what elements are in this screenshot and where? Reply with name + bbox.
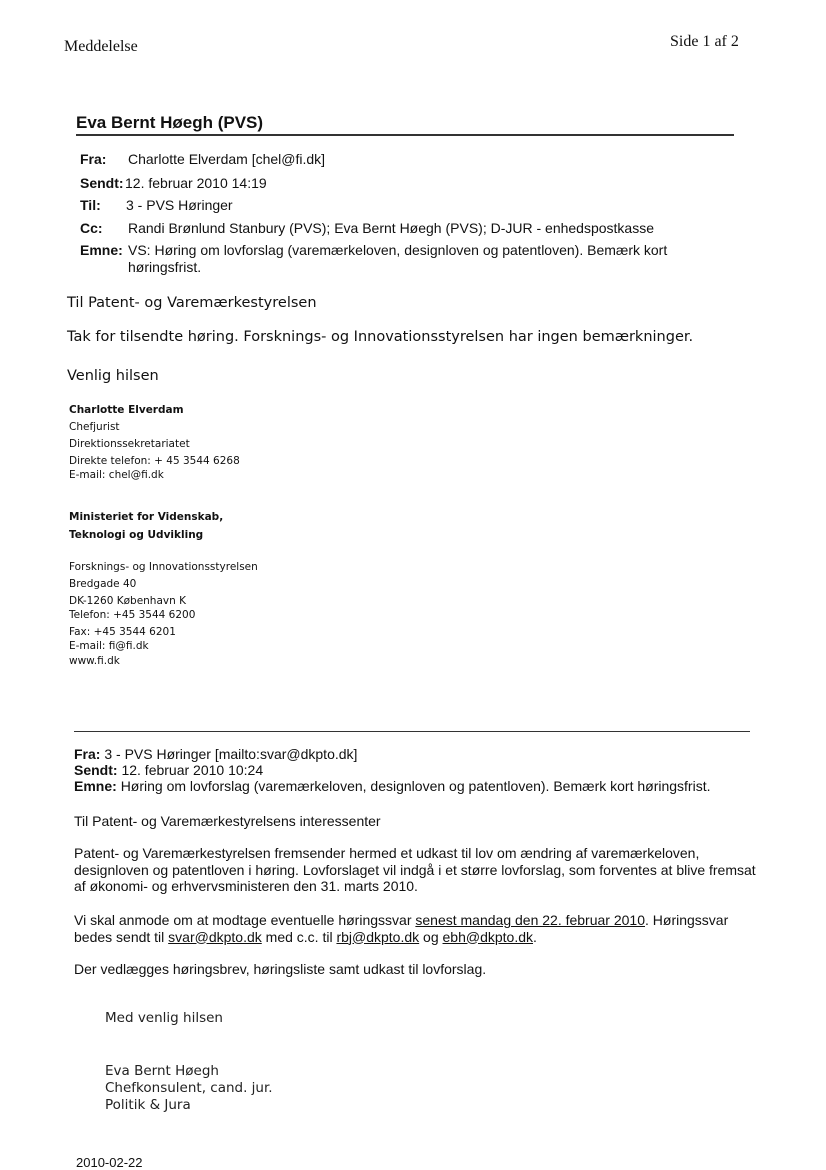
fra-value: Charlotte Elverdam [chel@fi.dk] [128, 151, 326, 167]
fw-sig-dept: Politik & Jura [105, 1097, 191, 1113]
email-link-svar[interactable]: svar@dkpto.dk [168, 928, 262, 945]
org-street: Bredgade 40 [69, 578, 137, 590]
sender-name: Eva Bernt Høegh (PVS) [76, 113, 264, 132]
emne-label: Emne: [80, 242, 123, 258]
ministry-line1: Ministeriet for Videnskab, [69, 511, 224, 523]
cc-label: Cc: [80, 220, 103, 236]
fw-para2-t2: . Høringssvar bedes sendt til [74, 912, 729, 945]
fw-field-emne [74, 778, 710, 794]
sendt-value: 12. februar 2010 14:19 [125, 175, 267, 191]
page-header-left: Meddelelse [64, 38, 138, 55]
ministry-block [69, 508, 223, 544]
fw-closing: Med venlig hilsen [105, 1010, 223, 1026]
fw-para2-t5: . [533, 928, 537, 945]
sig-title: Chefjurist [69, 421, 120, 433]
sig-unit: Direktionssekretariatet [69, 438, 190, 450]
til-label: Til: [80, 197, 101, 213]
email-link-rbj[interactable]: rbj@dkpto.dk [336, 928, 420, 945]
fw-para2-t1: Vi skal anmode om at modtage eventuelle høringssvar [74, 912, 416, 928]
fw-greeting: Til Patent- og Varemærkestyrelsens interessenter [74, 813, 381, 829]
org-name: Forsknings- og Innovationsstyrelsen [69, 561, 258, 573]
org-fax: Fax: +45 3544 6201 [69, 626, 176, 638]
fw-sig-title: Chefkonsulent, cand. jur. [105, 1080, 273, 1096]
sig-phone: Direkte telefon: + 45 3544 6268 [69, 455, 240, 467]
deadline-text: senest mandag den 22. februar 2010 [415, 912, 645, 928]
fw-emne-value: Høring om lovforslag (varemærkeloven, designloven og patentloven). Bemærk kort høringsfrist. [120, 778, 711, 794]
sig-email: E-mail: chel@fi.dk [69, 469, 164, 481]
fw-para2-t3: med c.c. til [261, 928, 337, 945]
fw-para2 [74, 912, 764, 945]
emne-value: VS: Høring om lovforslag (varemærkeloven, designloven og patentloven). Bemærk kort høringsfrist. [128, 242, 668, 275]
fw-fra-value: 3 - PVS Høringer [mailto:svar@dkpto.dk] [104, 746, 358, 762]
fw-field-fra [74, 746, 357, 762]
signature-block [69, 403, 240, 482]
fw-sig-name: Eva Bernt Høegh [105, 1063, 219, 1079]
email-link-ebh[interactable]: ebh@dkpto.dk [442, 928, 534, 945]
page-header-right: Side 1 af 2 [670, 33, 739, 50]
fw-para2-t4: og [419, 928, 443, 945]
fw-sendt-value: 12. februar 2010 10:24 [121, 762, 264, 778]
fw-sendt-label: Sendt: [74, 762, 118, 778]
fw-signature [105, 1063, 273, 1114]
fw-emne-label: Emne: [74, 778, 117, 794]
header-divider [76, 134, 734, 136]
footer-date: 2010-02-22 [76, 1155, 143, 1170]
body-closing: Venlig hilsen [67, 368, 159, 384]
fra-label: Fra: [80, 151, 107, 167]
org-tel: Telefon: +45 3544 6200 [69, 609, 196, 621]
org-web: www.fi.dk [69, 655, 120, 667]
forward-divider [74, 731, 750, 732]
body-greeting: Til Patent- og Varemærkestyrelsen [67, 295, 317, 311]
sig-name: Charlotte Elverdam [69, 404, 184, 416]
fw-fra-label: Fra: [74, 746, 101, 762]
cc-value: Randi Brønlund Stanbury (PVS); Eva Bernt Høegh (PVS); D-JUR - enhedspostkasse [128, 220, 654, 236]
sendt-label: Sendt: [80, 175, 124, 191]
til-value: 3 - PVS Høringer [126, 197, 233, 213]
fw-para1: Patent- og Varemærkestyrelsen fremsender hermed et udkast til lov om ændring af varemærkeloven, designloven og patentloven i høring. Lovforslaget vil indgå i et større lovforslag, som forventes at blive fremsat af økonomi- og erhvervsministeren den 31. marts 2010. [74, 845, 756, 894]
org-city: DK-1260 København K [69, 595, 186, 607]
org-block [69, 560, 258, 668]
ministry-line2: Teknologi og Udvikling [69, 529, 204, 541]
fw-para3: Der vedlægges høringsbrev, høringsliste samt udkast til lovforslag. [74, 961, 487, 977]
fw-field-sendt [74, 762, 263, 778]
body-text: Tak for tilsendte høring. Forsknings- og Innovationsstyrelsen har ingen bemærkninger. [67, 329, 694, 345]
org-email: E-mail: fi@fi.dk [69, 640, 149, 652]
